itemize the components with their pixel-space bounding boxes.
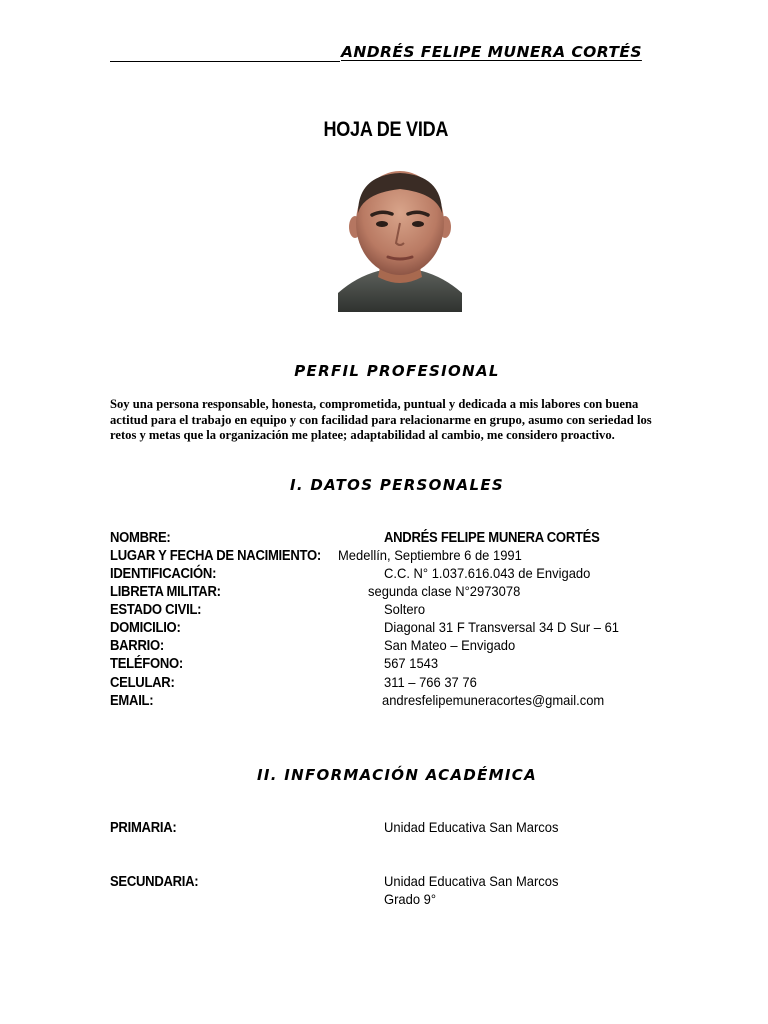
identificacion-label: IDENTIFICACIÓN: bbox=[110, 566, 217, 582]
page-title: HOJA DE VIDA bbox=[323, 118, 449, 141]
header-underline bbox=[110, 61, 340, 62]
estado-civil-label: ESTADO CIVIL: bbox=[110, 602, 202, 618]
identificacion-value: C.C. N° 1.037.616.043 de Envigado bbox=[384, 566, 591, 581]
portrait-image bbox=[338, 165, 462, 312]
domicilio-label: DOMICILIO: bbox=[110, 620, 181, 636]
estado-civil-value: Soltero bbox=[384, 602, 426, 617]
email-value: andresfelipemuneracortes@gmail.com bbox=[382, 693, 605, 708]
telefono-value: 567 1543 bbox=[384, 656, 439, 671]
libreta-value: segunda clase N°2973078 bbox=[368, 584, 521, 599]
profile-photo bbox=[338, 165, 462, 312]
domicilio-value: Diagonal 31 F Transversal 34 D Sur – 61 bbox=[384, 620, 620, 635]
secundaria-grado: Grado 9° bbox=[384, 892, 437, 907]
telefono-label: TELÉFONO: bbox=[110, 656, 183, 672]
datos-heading: I. DATOS PERSONALES bbox=[290, 476, 504, 494]
secundaria-label: SECUNDARIA: bbox=[110, 874, 199, 890]
primaria-value: Unidad Educativa San Marcos bbox=[384, 820, 559, 835]
nacimiento-value: Medellín, Septiembre 6 de 1991 bbox=[338, 548, 522, 563]
barrio-value: San Mateo – Envigado bbox=[384, 638, 516, 653]
nombre-label: NOMBRE: bbox=[110, 530, 171, 546]
nombre-value: ANDRÉS FELIPE MUNERA CORTÉS bbox=[384, 530, 600, 546]
celular-value: 311 – 766 37 76 bbox=[384, 675, 477, 690]
perfil-heading: PERFIL PROFESIONAL bbox=[294, 362, 500, 380]
nacimiento-label: LUGAR Y FECHA DE NACIMIENTO: bbox=[110, 548, 321, 564]
libreta-label: LIBRETA MILITAR: bbox=[110, 584, 221, 600]
perfil-text: Soy una persona responsable, honesta, comprometida, puntual y dedicada a mis labores con buena actitud para el trabajo en equipo y con facilidad para relacionarme en grupo, asumo con seriedad los retos y metas que la organización me platee; adaptabilidad al cambio, me considero proactivo. bbox=[110, 397, 652, 442]
email-label: EMAIL: bbox=[110, 693, 154, 709]
primaria-label: PRIMARIA: bbox=[110, 820, 177, 836]
academica-heading: II. INFORMACIÓN ACADÉMICA bbox=[256, 766, 538, 784]
celular-label: CELULAR: bbox=[110, 675, 175, 691]
barrio-label: BARRIO: bbox=[110, 638, 164, 654]
header-name: ANDRÉS FELIPE MUNERA CORTÉS bbox=[341, 43, 642, 61]
secundaria-value: Unidad Educativa San Marcos bbox=[384, 874, 559, 889]
